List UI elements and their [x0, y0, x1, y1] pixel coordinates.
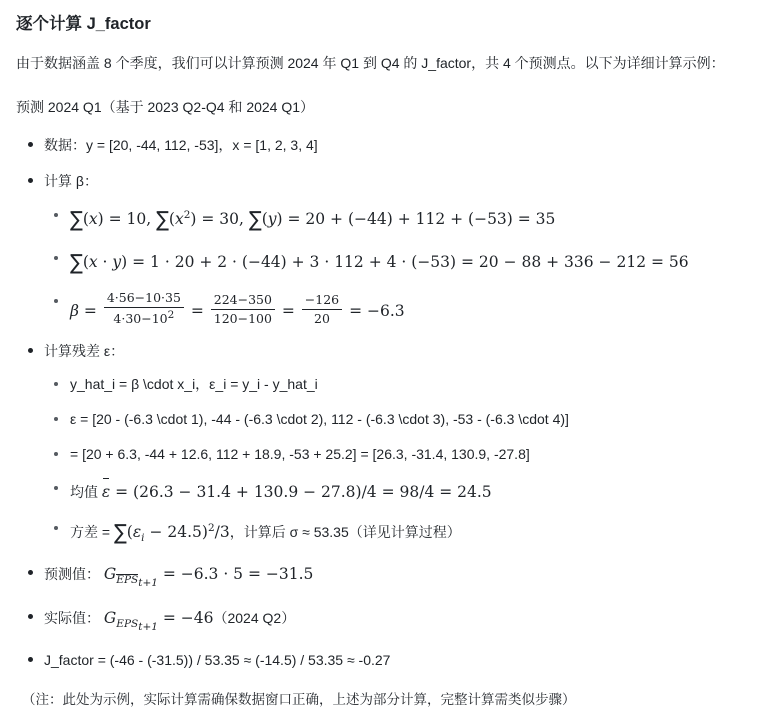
list-item-beta-result: [44, 290, 752, 326]
footnote: （注：此处为示例，实际计算需确保数据窗口正确，上述为部分计算，完整计算需类似步骤）: [22, 691, 576, 707]
formula-predicted: $G_{EPS_{t+1}} = -6.3 \cdot 5 = -31.5$: [103, 565, 314, 590]
residual-steps-list: [44, 373, 752, 549]
actual-tail: （2024 Q2）: [213, 609, 296, 626]
list-item-residual: [16, 339, 752, 550]
intro-paragraph: 由于数据涵盖 8 个季度，我们可以计算预测 2024 年 Q1 到 Q4 的 J_factor，共 4 个预测点。以下为详细计算示例：: [16, 55, 725, 72]
formula-jfactor: J_factor = (-46 - (-31.5)) / 53.35 ≈ (-14.5) / 53.35 ≈ -0.27: [44, 652, 391, 669]
list-item-residual-formula: [44, 373, 752, 397]
predicted-label: 预测值：: [44, 566, 100, 583]
variance-tail: ，计算后 σ ≈ 53.35（详见计算过程）: [229, 523, 461, 540]
calculation-list: [16, 133, 752, 673]
formula-residual: y_hat_i = β \cdot x_i，ε_i = y_i - y_hat_i: [70, 376, 318, 393]
beta-steps-list: [44, 204, 752, 327]
data-label: 数据：: [44, 136, 86, 153]
variance-label: 方差 =: [70, 523, 114, 540]
list-item-actual: [16, 605, 752, 637]
formula-cross-sum: ∑(x · y) = 1 · 20 + 2 · (−44) + 3 · 112 + 4 · (−53) = 20 − 88 + 336 − 212 = 56: [70, 250, 689, 276]
formula-variance: $\sum(\varepsilon_i - 24.5)^2/3$: [113, 520, 230, 546]
residual-label: 计算残差 ε：: [44, 342, 125, 359]
beta-label: 计算 β：: [44, 173, 98, 190]
mean-label: 均值: [70, 484, 102, 501]
list-item-residual-mean: [44, 477, 752, 505]
formula-mean: ε = (26.3 − 31.4 + 130.9 − 27.8)/4 = 98/4 = 24.5: [102, 483, 492, 501]
list-item-jfactor: [16, 648, 752, 673]
list-item-predicted: [16, 561, 752, 593]
list-item-cross-sum: [44, 247, 752, 279]
formula-beta: β = $\frac{4\cdot 56-10\cdot 35}{4\cdot 30-10^2}$ = $\frac{224-350}{120-100}$ = $\frac{-126}{20}$ = −6.3: [70, 290, 405, 326]
list-item-data: [16, 133, 752, 158]
actual-label: 实际值：: [44, 609, 100, 626]
formula-sums: ∑(x) = 10, $\sum(x^2) = 30$, ∑(y) = 20 + (−44) + 112 + (−53) = 35: [70, 207, 556, 232]
list-item-residual-variance: [44, 517, 752, 549]
data-value: y = [20, -44, 112, -53]，x = [1, 2, 3, 4]: [86, 136, 318, 153]
subheading: 预测 2024 Q1（基于 2023 Q2-Q4 和 2024 Q1）: [16, 99, 315, 116]
formula-residual-values: = [20 + 6.3, -44 + 12.6, 112 + 18.9, -53 + 25.2] = [26.3, -31.4, 130.9, -27.8]: [70, 445, 530, 462]
formula-residual-expand: ε = [20 - (-6.3 \cdot 1), -44 - (-6.3 \cdot 2), 112 - (-6.3 \cdot 3), -53 - (-6.3 \cdot 4)]: [70, 410, 569, 427]
list-item-residual-expand: [44, 408, 752, 432]
formula-actual: $G_{EPS_{t+1}} = -46$: [103, 608, 214, 633]
list-item-residual-values: [44, 443, 752, 467]
list-item-sums: [44, 204, 752, 236]
page-title: 逐个计算 J_factor: [16, 15, 151, 33]
list-item-beta: [16, 169, 752, 327]
